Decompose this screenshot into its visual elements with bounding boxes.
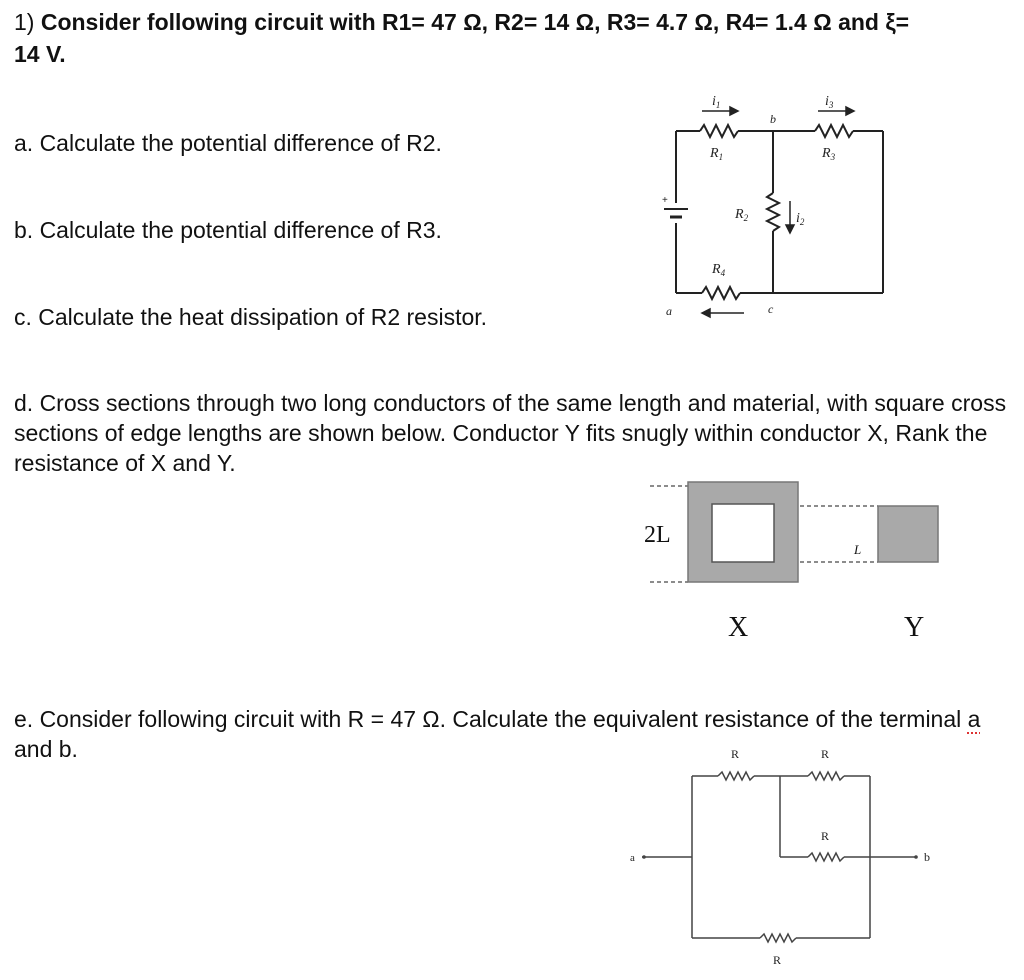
resistor-top-right	[808, 772, 844, 780]
question-b: b. Calculate the potential difference of R3.	[14, 217, 442, 243]
problem-statement	[14, 6, 1019, 70]
label-r-top-left: R	[731, 747, 740, 761]
problem-intro-cont: 14 V.	[14, 41, 66, 67]
label-node-b: b	[770, 112, 776, 126]
label-2l: 2L	[644, 522, 671, 548]
arrow-i1-head	[730, 107, 738, 115]
label-node-c: c	[768, 302, 774, 316]
label-r-bottom: R	[773, 953, 782, 967]
label-r-middle: R	[821, 829, 830, 843]
label-i2: $i_2$	[796, 211, 805, 227]
label-i3: $i_3$	[825, 94, 834, 110]
question-c: c. Calculate the heat dissipation of R2 resistor.	[14, 304, 488, 330]
label-r3: $R_3$	[822, 146, 836, 162]
label-terminal-a: a	[630, 852, 635, 864]
arrow-i2-head	[786, 225, 794, 233]
terminal-a-text: a	[967, 706, 981, 732]
conductors-figure	[630, 470, 960, 650]
arrow-i3-head	[846, 107, 854, 115]
question-d: d. Cross sections through two long conductors of the same length and material, with square cross sections of edge lengths are shown below. Conductor Y fits snugly within conductor X, Rank the resistance of X and Y.	[14, 390, 1007, 476]
terminal-b-dot	[914, 855, 918, 859]
resistor-middle	[808, 853, 844, 861]
resistor-r2	[767, 193, 779, 231]
label-x: X	[728, 612, 749, 643]
resistor-top-left	[718, 772, 754, 780]
label-r1: $R_1$	[710, 146, 724, 162]
label-r2: $R_2$	[735, 207, 749, 223]
circuit-diagram-2	[620, 740, 930, 975]
label-node-a: a	[666, 304, 672, 318]
battery-plus: +	[662, 195, 668, 206]
resistor-r3	[815, 125, 853, 137]
question-a: a. Calculate the potential difference of R2.	[14, 130, 442, 156]
question-e-end: and b.	[14, 736, 78, 762]
resistor-bottom	[760, 934, 796, 942]
problem-intro: Consider following circuit with R1= 47 Ω, R2= 14 Ω, R3= 4.7 Ω, R4= 1.4 Ω and ξ=	[40, 9, 910, 35]
resistor-r4	[702, 287, 740, 299]
conductor-y	[878, 506, 938, 562]
label-r-top-right: R	[821, 747, 830, 761]
question-e-text: e. Consider following circuit with R = 47 Ω. Calculate the equivalent resistance of the terminal	[14, 706, 968, 732]
terminal-a-dot	[642, 855, 646, 859]
circuit-diagram-1	[640, 85, 900, 330]
resistor-r1	[700, 125, 738, 137]
label-terminal-b: b	[924, 850, 930, 864]
problem-number: 1)	[14, 9, 35, 35]
conductor-x-hollow	[712, 504, 774, 562]
label-r4: $R_4$	[712, 262, 726, 278]
arrow-i4-head	[702, 309, 710, 317]
label-i1: $i_1$	[712, 94, 721, 110]
label-l: L	[854, 542, 862, 557]
label-y: Y	[904, 612, 925, 643]
